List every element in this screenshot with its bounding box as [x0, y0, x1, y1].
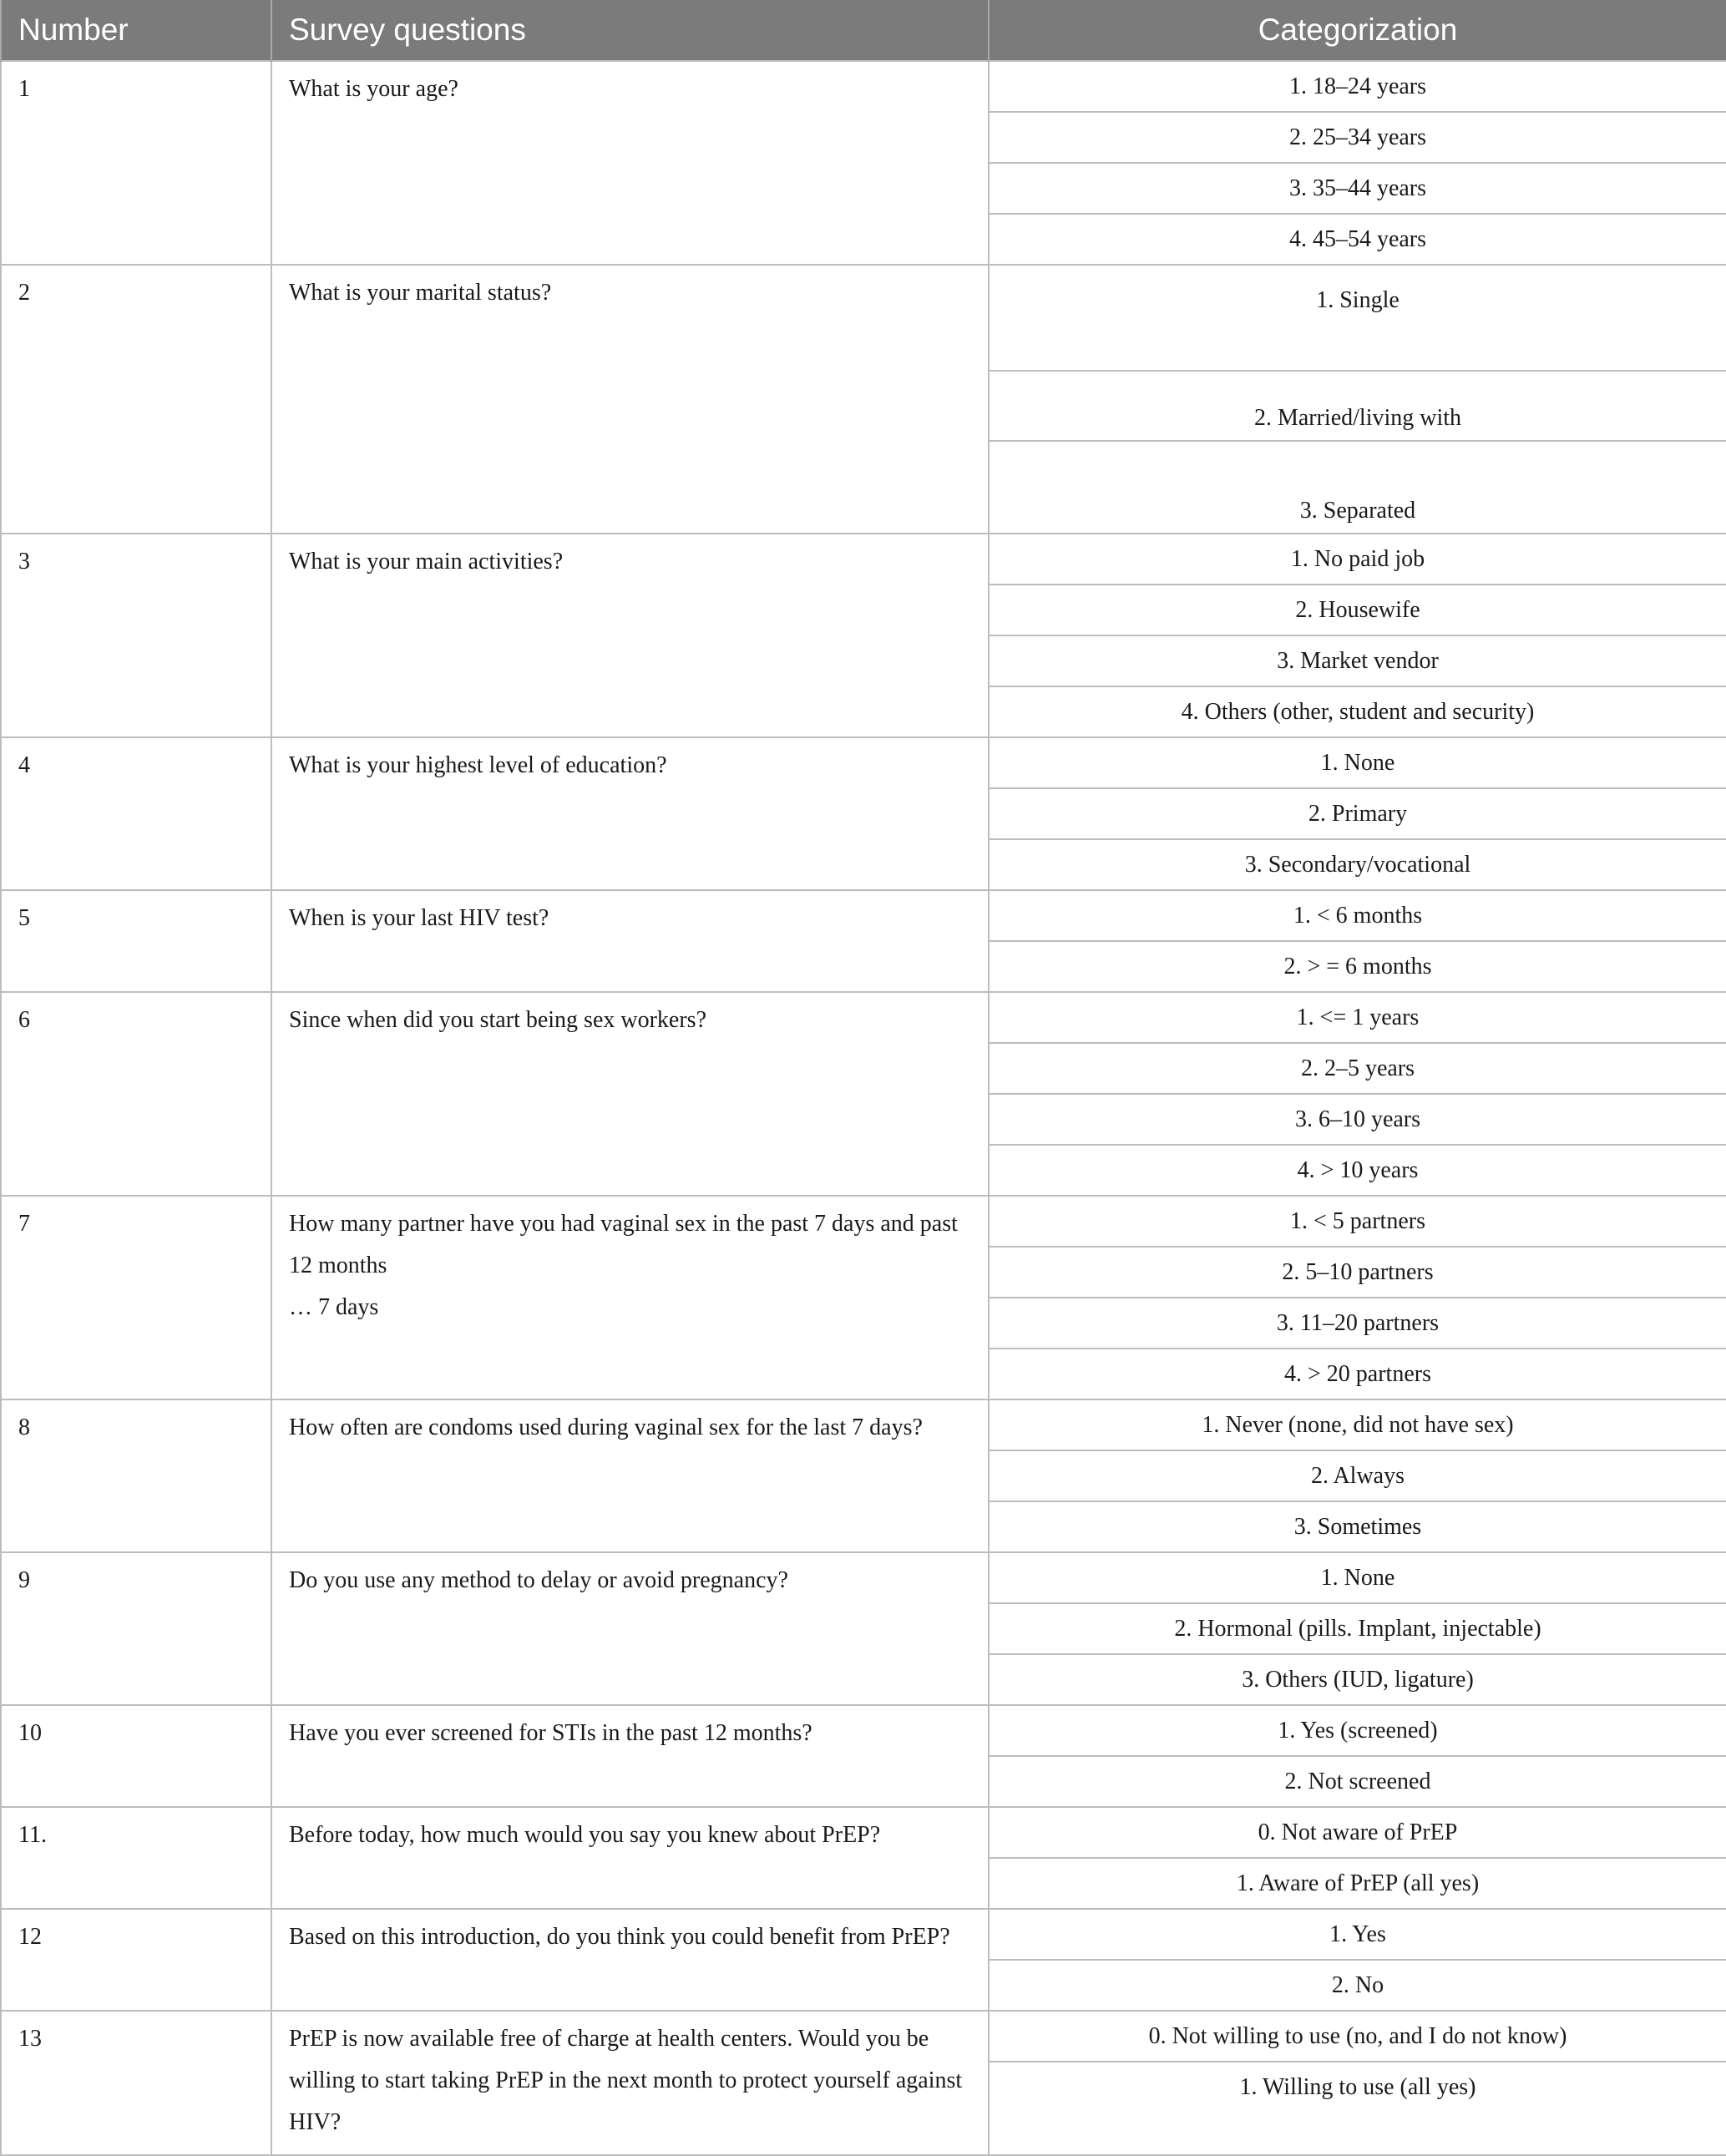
row-question: How often are condoms used during vaginal sex for the last 7 days? [271, 1399, 989, 1552]
table-row [1, 534, 1726, 585]
table-row [1, 737, 1726, 788]
category-option: 4. > 10 years [989, 1145, 1726, 1196]
row-question: Before today, how much would you say you knew about PrEP? [271, 1807, 989, 1909]
row-number: 10 [1, 1705, 271, 1807]
row-question: When is your last HIV test? [271, 890, 989, 992]
category-option: 1. < 6 months [989, 890, 1726, 941]
category-option: 1. < 5 partners [989, 1196, 1726, 1247]
category-option: 3. Others (IUD, ligature) [989, 1654, 1726, 1705]
category-option: 2. > = 6 months [989, 941, 1726, 992]
category-option: 1. No paid job [989, 534, 1726, 585]
category-option: 2. 2–5 years [989, 1043, 1726, 1094]
category-option: 2. Not screened [989, 1756, 1726, 1807]
row-number: 1 [1, 61, 271, 265]
category-option: 3. Market vendor [989, 635, 1726, 686]
category-option: 1. None [989, 737, 1726, 788]
category-option: 1. Willing to use (all yes) [989, 2062, 1726, 2155]
category-option: 3. 6–10 years [989, 1094, 1726, 1145]
row-number: 5 [1, 890, 271, 992]
row-number: 11. [1, 1807, 271, 1909]
row-question: Do you use any method to delay or avoid pregnancy? [271, 1552, 989, 1705]
category-option: 4. Others (other, student and security) [989, 686, 1726, 737]
row-number: 12 [1, 1909, 271, 2011]
category-option: 2. No [989, 1960, 1726, 2011]
category-option: 2. Married/living with [989, 371, 1726, 441]
row-question-cell [271, 1196, 989, 1399]
category-option: 1. Aware of PrEP (all yes) [989, 1858, 1726, 1909]
row-question-extra: … 7 days [289, 1294, 379, 1320]
table-row [1, 992, 1726, 1043]
row-number: 13 [1, 2011, 271, 2155]
header-categorization: Categorization [989, 0, 1726, 61]
header-number: Number [1, 0, 271, 61]
category-option: 3. Sometimes [989, 1501, 1726, 1552]
table-row [1, 2011, 1726, 2062]
table-row [1, 265, 1726, 371]
table-row [1, 1807, 1726, 1858]
category-option: 1. Single [989, 265, 1726, 371]
header-question: Survey questions [271, 0, 989, 61]
category-option: 1. None [989, 1552, 1726, 1603]
category-option: 3. 11–20 partners [989, 1298, 1726, 1349]
table-row [1, 1909, 1726, 1960]
table-row [1, 1552, 1726, 1603]
category-option: 1. Yes [989, 1909, 1726, 1960]
row-number: 9 [1, 1552, 271, 1705]
category-option: 4. > 20 partners [989, 1349, 1726, 1399]
category-option: 2. Primary [989, 788, 1726, 839]
category-option: 1. Never (none, did not have sex) [989, 1399, 1726, 1450]
row-question: What is your main activities? [271, 534, 989, 737]
row-question: What is your age? [271, 61, 989, 265]
category-option: 1. Yes (screened) [989, 1705, 1726, 1756]
row-number: 7 [1, 1196, 271, 1399]
header-row [1, 0, 1726, 61]
table-row [1, 1399, 1726, 1450]
category-option: 2. Housewife [989, 585, 1726, 635]
table-row [1, 1196, 1726, 1247]
category-option: 3. Separated [989, 441, 1726, 534]
category-option: 2. 25–34 years [989, 112, 1726, 163]
category-option: 0. Not aware of PrEP [989, 1807, 1726, 1858]
table-row [1, 890, 1726, 941]
category-option: 1. 18–24 years [989, 61, 1726, 112]
row-question: Have you ever screened for STIs in the past 12 months? [271, 1705, 989, 1807]
table-row [1, 61, 1726, 112]
row-number: 2 [1, 265, 271, 534]
category-option: 2. Hormonal (pills. Implant, injectable) [989, 1603, 1726, 1654]
row-question: PrEP is now available free of charge at health centers. Would you be willing to start taking PrEP in the next month to protect yourself against HIV? [271, 2011, 989, 2155]
row-number: 3 [1, 534, 271, 737]
row-question: How many partner have you had vaginal sex in the past 7 days and past 12 months [289, 1211, 958, 1278]
table-row [1, 1705, 1726, 1756]
category-option: 3. Secondary/vocational [989, 839, 1726, 890]
row-number: 6 [1, 992, 271, 1196]
category-option: 0. Not willing to use (no, and I do not know) [989, 2011, 1726, 2062]
row-question: What is your highest level of education? [271, 737, 989, 890]
category-option: 2. 5–10 partners [989, 1247, 1726, 1298]
row-question: Since when did you start being sex workers? [271, 992, 989, 1196]
category-option: 1. <= 1 years [989, 992, 1726, 1043]
row-number: 4 [1, 737, 271, 890]
category-option: 3. 35–44 years [989, 163, 1726, 214]
row-question: What is your marital status? [271, 265, 989, 534]
row-question: Based on this introduction, do you think you could benefit from PrEP? [271, 1909, 989, 2011]
category-option: 4. 45–54 years [989, 214, 1726, 265]
category-option: 2. Always [989, 1450, 1726, 1501]
row-number: 8 [1, 1399, 271, 1552]
